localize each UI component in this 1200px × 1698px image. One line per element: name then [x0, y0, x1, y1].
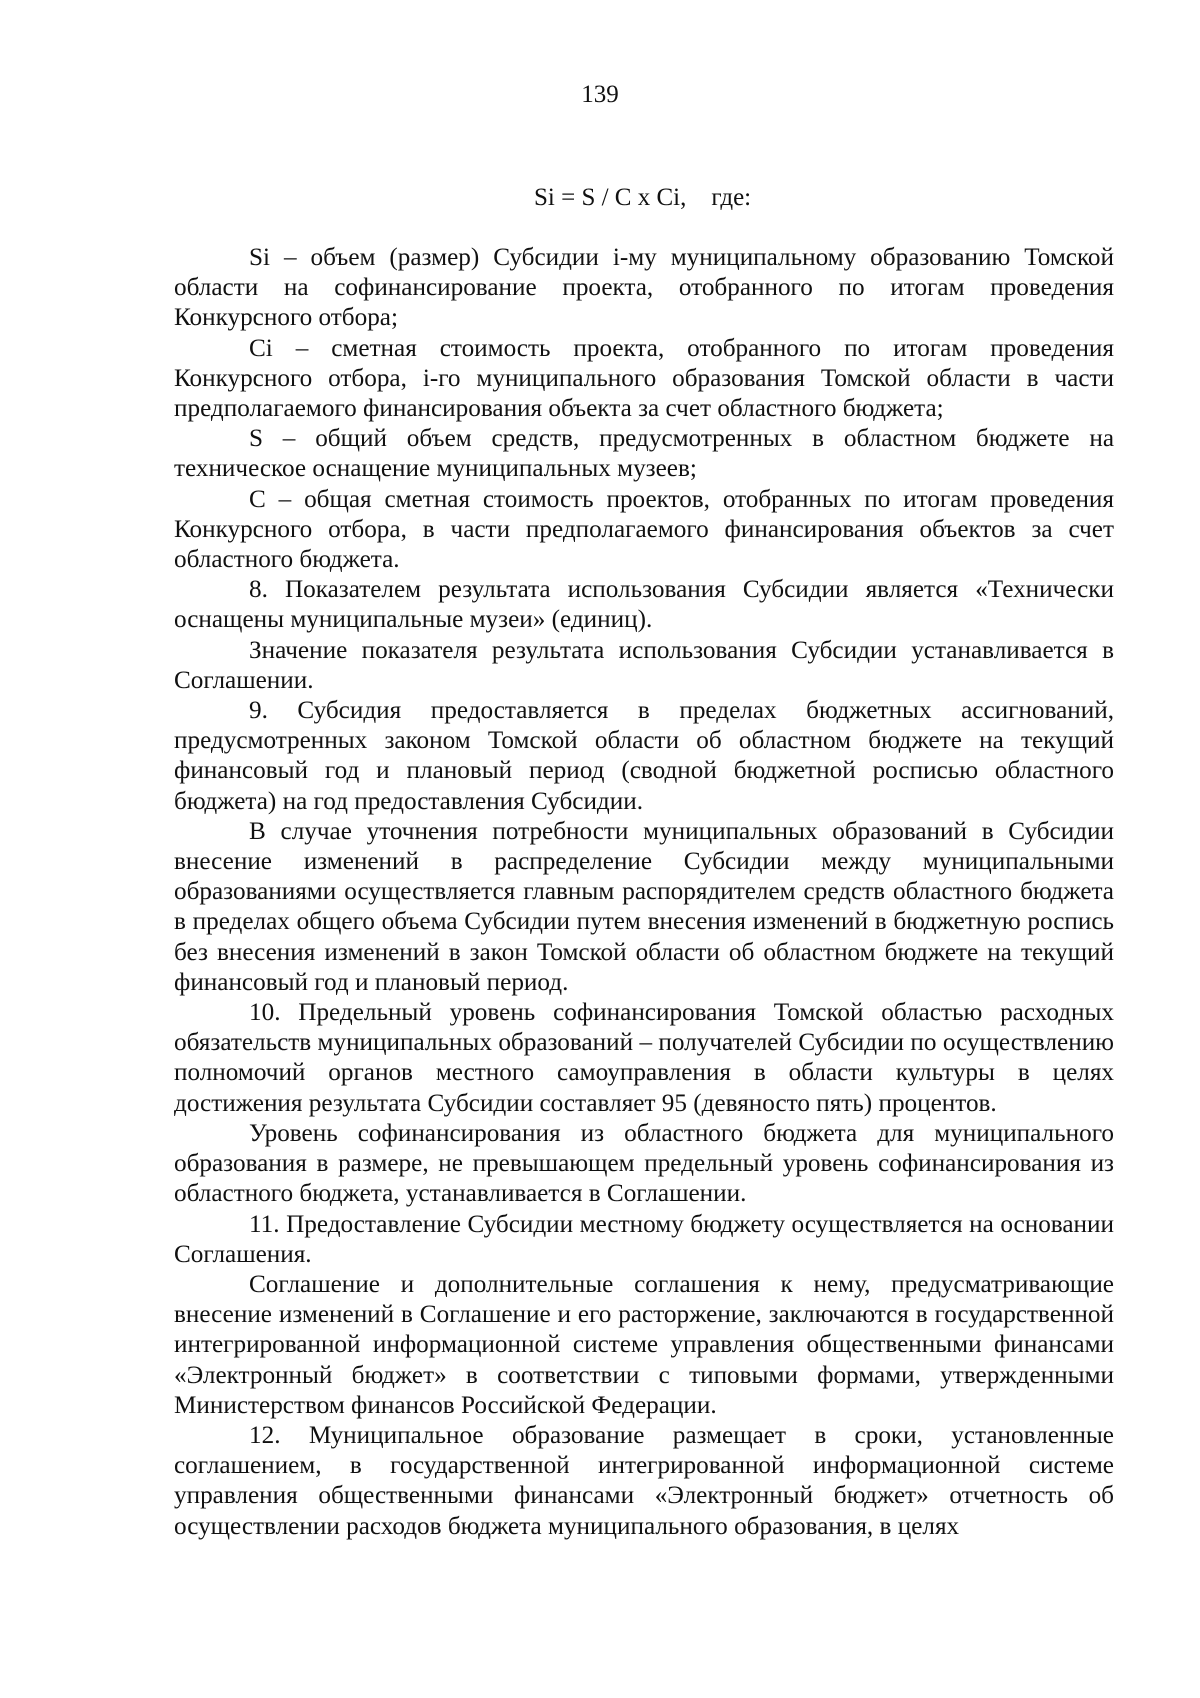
paragraph-item-8: 8. Показателем результата использования Субсидии является «Технически оснащены муниципальные музеи» (единиц).	[174, 576, 1114, 634]
paragraph-si-definition: Si – объем (размер) Субсидии i-му муниципальному образованию Томской области на софинансирование проекта, отобранного по итогам проведения Конкурсного отбора;	[174, 244, 1114, 332]
document-body	[174, 243, 1114, 1542]
paragraph-redistribution: В случае уточнения потребности муниципальных образований в Субсидии внесение изменений в распределение Субсидии между муниципальными образованиями осуществляется главным распорядителем средств областного бюджета в пределах общего объема Субсидии путем внесения изменений в бюджетную роспись без внесения изменений в закон Томской области об областном бюджете на текущий финансовый год и плановый период.	[174, 817, 1114, 996]
paragraph-ci-definition: Ci – сметная стоимость проекта, отобранного по итогам проведения Конкурсного отбора, i-го муниципального образования Томской области в части предполагаемого финансирования объекта за счет областного бюджета;	[174, 334, 1114, 423]
formula: Si = S / C x Ci, где:	[534, 184, 752, 211]
paragraph-indicator-value: Значение показателя результата использования Субсидии устанавливается в Соглашении.	[174, 636, 1114, 694]
paragraph-s-definition: S – общий объем средств, предусмотренных в областном бюджете на техническое оснащение муниципальных музеев;	[174, 425, 1114, 483]
paragraph-item-10: 10. Предельный уровень софинансирования Томской областью расходных обязательств муниципальных образований – получателей Субсидии по осуществлению полномочий органов местного самоуправления в области культуры в целях достижения результата Субсидии составляет 95 (девяносто пять) процентов.	[174, 999, 1114, 1117]
paragraph-cofinancing-level: Уровень софинансирования из областного бюджета для муниципального образования в размере, не превышающем предельный уровень софинансирования из областного бюджета, устанавливается в Соглашении.	[174, 1119, 1114, 1208]
paragraph-item-12: 12. Муниципальное образование размещает в сроки, установленные соглашением, в государственной интегрированной информационной системе управления общественными финансами «Электронный бюджет» отчетность об осуществлении расходов бюджета муниципального образования, в целях	[174, 1421, 1114, 1540]
paragraph-agreements: Соглашение и дополнительные соглашения к нему, предусматривающие внесение изменений в Соглашение и его расторжение, заключаются в государственной интегрированной информационной системе управления общественными финансами «Электронный бюджет» в соответствии с типовыми формами, утвержденными Министерством финансов Российской Федерации.	[174, 1270, 1114, 1419]
paragraph-item-9: 9. Субсидия предоставляется в пределах бюджетных ассигнований, предусмотренных законом Томской области об областном бюджете на текущий финансовый год и плановый период (сводной бюджетной росписью областного бюджета) на год предоставления Субсидии.	[174, 697, 1114, 815]
paragraph-c-definition: C – общая сметная стоимость проектов, отобранных по итогам проведения Конкурсного отбора, в части предполагаемого финансирования объектов за счет областного бюджета.	[174, 485, 1114, 574]
paragraph-item-11: 11. Предоставление Субсидии местному бюджету осуществляется на основании Соглашения.	[174, 1210, 1114, 1268]
page-number: 139	[581, 81, 619, 108]
